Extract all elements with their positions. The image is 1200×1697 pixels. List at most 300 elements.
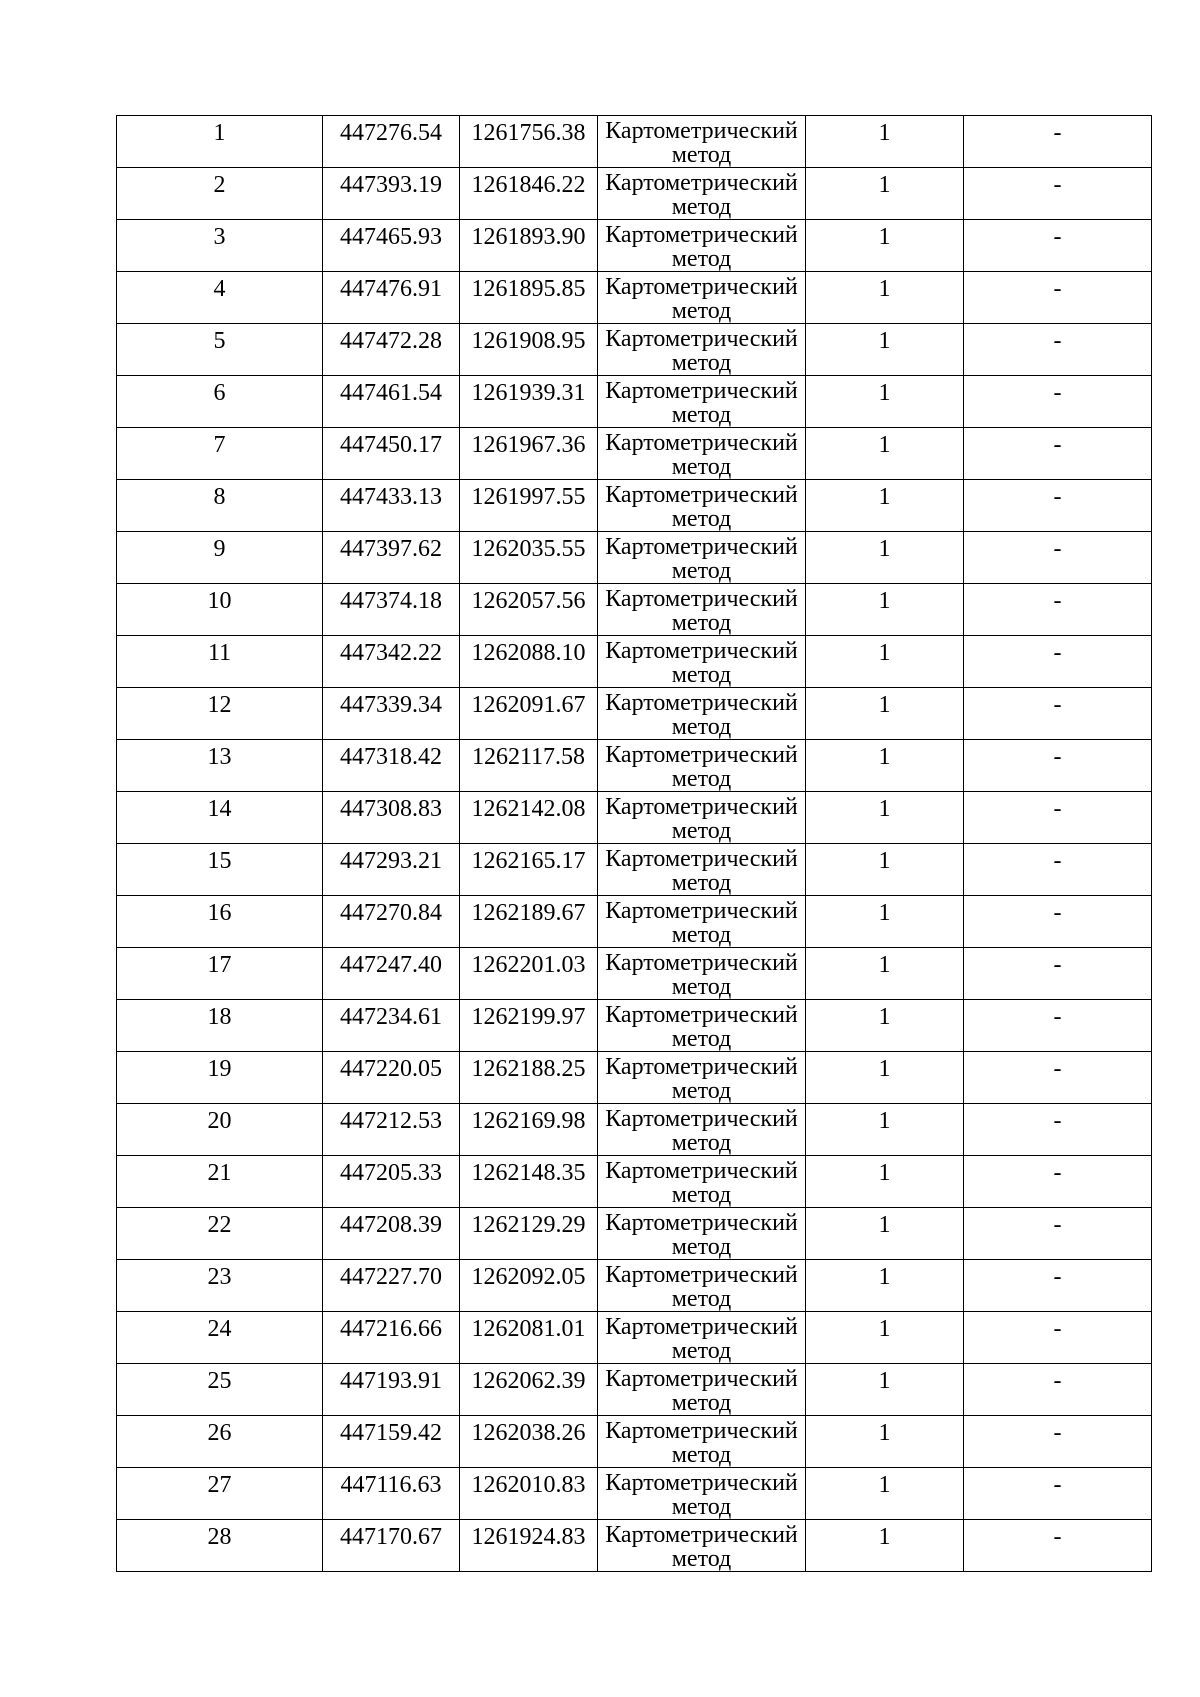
- x-coordinate-cell: [323, 1468, 460, 1520]
- table-row: [117, 168, 1152, 220]
- x-coordinate-cell: [323, 584, 460, 636]
- accuracy-cell: [806, 1468, 964, 1520]
- accuracy-cell-text: 1: [878, 796, 891, 822]
- method-cell-text: Картометрический метод: [605, 378, 798, 428]
- method-cell: [598, 1000, 806, 1052]
- point-number-cell-text: 11: [207, 640, 232, 666]
- method-cell-text: Картометрический метод: [605, 222, 798, 272]
- accuracy-cell: [806, 688, 964, 740]
- method-cell: [598, 1052, 806, 1104]
- y-coordinate-cell: [460, 272, 598, 324]
- method-cell: [598, 1364, 806, 1416]
- x-coordinate-cell: [323, 636, 460, 688]
- point-number-cell: [117, 896, 323, 948]
- accuracy-cell: [806, 428, 964, 480]
- note-cell-text: -: [1053, 1420, 1062, 1446]
- table-row: [117, 1052, 1152, 1104]
- accuracy-cell: [806, 1052, 964, 1104]
- accuracy-cell: [806, 272, 964, 324]
- point-number-cell: [117, 324, 323, 376]
- accuracy-cell-text: 1: [878, 588, 891, 614]
- accuracy-cell-text: 1: [878, 1368, 891, 1394]
- y-coordinate-cell-text: 1261846.22: [471, 172, 586, 198]
- x-coordinate-cell: [323, 1104, 460, 1156]
- table-row: [117, 116, 1152, 168]
- note-cell-text: -: [1053, 952, 1062, 978]
- accuracy-cell: [806, 324, 964, 376]
- note-cell-text: -: [1053, 1472, 1062, 1498]
- table-body: [117, 116, 1152, 1572]
- point-number-cell: [117, 1104, 323, 1156]
- method-cell: [598, 948, 806, 1000]
- point-number-cell: [117, 636, 323, 688]
- note-cell-text: -: [1053, 744, 1062, 770]
- point-number-cell-text: 13: [207, 744, 232, 770]
- accuracy-cell-text: 1: [878, 536, 891, 562]
- point-number-cell: [117, 948, 323, 1000]
- y-coordinate-cell-text: 1261997.55: [471, 484, 586, 510]
- y-coordinate-cell: [460, 1312, 598, 1364]
- note-cell-text: -: [1053, 1108, 1062, 1134]
- x-coordinate-cell: [323, 376, 460, 428]
- x-coordinate-cell: [323, 1000, 460, 1052]
- note-cell: [964, 688, 1152, 740]
- note-cell: [964, 1468, 1152, 1520]
- y-coordinate-cell: [460, 220, 598, 272]
- table-row: [117, 1520, 1152, 1572]
- point-number-cell-text: 6: [213, 380, 226, 406]
- method-cell-text: Картометрический метод: [605, 1522, 798, 1572]
- x-coordinate-cell-text: 447208.39: [340, 1212, 442, 1238]
- accuracy-cell: [806, 1364, 964, 1416]
- method-cell: [598, 220, 806, 272]
- note-cell-text: -: [1053, 1160, 1062, 1186]
- point-number-cell: [117, 1260, 323, 1312]
- point-number-cell: [117, 1416, 323, 1468]
- point-number-cell-text: 25: [207, 1368, 232, 1394]
- accuracy-cell: [806, 1312, 964, 1364]
- y-coordinate-cell: [460, 1000, 598, 1052]
- note-cell: [964, 948, 1152, 1000]
- point-number-cell: [117, 1364, 323, 1416]
- x-coordinate-cell-text: 447227.70: [340, 1264, 442, 1290]
- point-number-cell: [117, 168, 323, 220]
- x-coordinate-cell-text: 447308.83: [340, 796, 442, 822]
- note-cell-text: -: [1053, 1368, 1062, 1394]
- y-coordinate-cell-text: 1261908.95: [471, 328, 586, 354]
- method-cell-text: Картометрический метод: [605, 170, 798, 220]
- x-coordinate-cell-text: 447216.66: [340, 1316, 442, 1342]
- accuracy-cell-text: 1: [878, 952, 891, 978]
- x-coordinate-cell: [323, 1312, 460, 1364]
- y-coordinate-cell-text: 1262142.08: [471, 796, 586, 822]
- x-coordinate-cell-text: 447461.54: [340, 380, 442, 406]
- x-coordinate-cell-text: 447270.84: [340, 900, 442, 926]
- method-cell: [598, 480, 806, 532]
- table-row: [117, 688, 1152, 740]
- method-cell-text: Картометрический метод: [605, 482, 798, 532]
- note-cell-text: -: [1053, 588, 1062, 614]
- table-row: [117, 1208, 1152, 1260]
- point-number-cell: [117, 1520, 323, 1572]
- note-cell: [964, 584, 1152, 636]
- note-cell-text: -: [1053, 120, 1062, 146]
- x-coordinate-cell: [323, 480, 460, 532]
- accuracy-cell-text: 1: [878, 692, 891, 718]
- point-number-cell: [117, 740, 323, 792]
- accuracy-cell-text: 1: [878, 484, 891, 510]
- y-coordinate-cell-text: 1262148.35: [471, 1160, 586, 1186]
- x-coordinate-cell-text: 447318.42: [340, 744, 442, 770]
- point-number-cell: [117, 844, 323, 896]
- table-row: [117, 1468, 1152, 1520]
- note-cell: [964, 844, 1152, 896]
- y-coordinate-cell-text: 1262091.67: [471, 692, 586, 718]
- method-cell: [598, 376, 806, 428]
- point-number-cell-text: 8: [213, 484, 226, 510]
- note-cell: [964, 740, 1152, 792]
- point-number-cell-text: 27: [207, 1472, 232, 1498]
- point-number-cell-text: 21: [207, 1160, 232, 1186]
- x-coordinate-cell: [323, 272, 460, 324]
- x-coordinate-cell-text: 447374.18: [340, 588, 442, 614]
- x-coordinate-cell: [323, 1260, 460, 1312]
- point-number-cell-text: 24: [207, 1316, 232, 1342]
- point-number-cell: [117, 376, 323, 428]
- point-number-cell-text: 18: [207, 1004, 232, 1030]
- y-coordinate-cell: [460, 1416, 598, 1468]
- point-number-cell: [117, 1312, 323, 1364]
- method-cell: [598, 1260, 806, 1312]
- y-coordinate-cell-text: 1261895.85: [471, 276, 586, 302]
- note-cell: [964, 116, 1152, 168]
- note-cell: [964, 1104, 1152, 1156]
- table-row: [117, 948, 1152, 1000]
- y-coordinate-cell: [460, 480, 598, 532]
- y-coordinate-cell: [460, 948, 598, 1000]
- point-number-cell-text: 5: [213, 328, 226, 354]
- y-coordinate-cell: [460, 844, 598, 896]
- accuracy-cell-text: 1: [878, 640, 891, 666]
- y-coordinate-cell-text: 1262117.58: [471, 744, 586, 770]
- accuracy-cell: [806, 1520, 964, 1572]
- y-coordinate-cell: [460, 1052, 598, 1104]
- y-coordinate-cell-text: 1262165.17: [471, 848, 586, 874]
- x-coordinate-cell-text: 447342.22: [340, 640, 442, 666]
- accuracy-cell-text: 1: [878, 1212, 891, 1238]
- note-cell-text: -: [1053, 380, 1062, 406]
- x-coordinate-cell-text: 447339.34: [340, 692, 442, 718]
- table-row: [117, 792, 1152, 844]
- point-number-cell: [117, 116, 323, 168]
- accuracy-cell: [806, 896, 964, 948]
- method-cell: [598, 1468, 806, 1520]
- y-coordinate-cell-text: 1262010.83: [471, 1472, 586, 1498]
- note-cell: [964, 1520, 1152, 1572]
- x-coordinate-cell-text: 447465.93: [340, 224, 442, 250]
- table-row: [117, 1312, 1152, 1364]
- method-cell: [598, 844, 806, 896]
- x-coordinate-cell-text: 447293.21: [340, 848, 442, 874]
- x-coordinate-cell: [323, 116, 460, 168]
- note-cell-text: -: [1053, 224, 1062, 250]
- accuracy-cell-text: 1: [878, 1420, 891, 1446]
- point-number-cell-text: 3: [213, 224, 226, 250]
- note-cell-text: -: [1053, 1264, 1062, 1290]
- note-cell-text: -: [1053, 328, 1062, 354]
- note-cell: [964, 324, 1152, 376]
- x-coordinate-cell: [323, 844, 460, 896]
- method-cell: [598, 896, 806, 948]
- table-row: [117, 1416, 1152, 1468]
- method-cell-text: Картометрический метод: [605, 638, 798, 688]
- y-coordinate-cell: [460, 636, 598, 688]
- y-coordinate-cell-text: 1261756.38: [471, 120, 586, 146]
- method-cell: [598, 1208, 806, 1260]
- x-coordinate-cell: [323, 896, 460, 948]
- table-row: [117, 272, 1152, 324]
- method-cell: [598, 688, 806, 740]
- method-cell: [598, 636, 806, 688]
- method-cell: [598, 740, 806, 792]
- accuracy-cell-text: 1: [878, 1316, 891, 1342]
- method-cell: [598, 324, 806, 376]
- point-number-cell: [117, 1208, 323, 1260]
- coordinates-table: [116, 115, 1152, 1572]
- method-cell: [598, 272, 806, 324]
- y-coordinate-cell: [460, 324, 598, 376]
- x-coordinate-cell: [323, 428, 460, 480]
- point-number-cell: [117, 532, 323, 584]
- x-coordinate-cell: [323, 1052, 460, 1104]
- note-cell: [964, 428, 1152, 480]
- point-number-cell: [117, 428, 323, 480]
- method-cell-text: Картометрический метод: [605, 1158, 798, 1208]
- y-coordinate-cell-text: 1261924.83: [471, 1524, 586, 1550]
- accuracy-cell: [806, 1260, 964, 1312]
- x-coordinate-cell-text: 447159.42: [340, 1420, 442, 1446]
- method-cell-text: Картометрический метод: [605, 742, 798, 792]
- table-row: [117, 584, 1152, 636]
- accuracy-cell-text: 1: [878, 432, 891, 458]
- table-row: [117, 1364, 1152, 1416]
- note-cell: [964, 1260, 1152, 1312]
- point-number-cell-text: 23: [207, 1264, 232, 1290]
- method-cell-text: Картометрический метод: [605, 534, 798, 584]
- method-cell: [598, 1312, 806, 1364]
- accuracy-cell-text: 1: [878, 1524, 891, 1550]
- accuracy-cell: [806, 636, 964, 688]
- table-row: [117, 1000, 1152, 1052]
- y-coordinate-cell-text: 1261893.90: [471, 224, 586, 250]
- accuracy-cell: [806, 376, 964, 428]
- note-cell-text: -: [1053, 1004, 1062, 1030]
- point-number-cell-text: 2: [213, 172, 226, 198]
- x-coordinate-cell-text: 447476.91: [340, 276, 442, 302]
- method-cell-text: Картометрический метод: [605, 1210, 798, 1260]
- method-cell-text: Картометрический метод: [605, 1314, 798, 1364]
- note-cell-text: -: [1053, 1212, 1062, 1238]
- y-coordinate-cell-text: 1262035.55: [471, 536, 586, 562]
- point-number-cell-text: 14: [207, 796, 232, 822]
- table-row: [117, 428, 1152, 480]
- note-cell: [964, 896, 1152, 948]
- y-coordinate-cell: [460, 740, 598, 792]
- method-cell-text: Картометрический метод: [605, 846, 798, 896]
- note-cell: [964, 1000, 1152, 1052]
- y-coordinate-cell: [460, 792, 598, 844]
- accuracy-cell-text: 1: [878, 848, 891, 874]
- accuracy-cell: [806, 948, 964, 1000]
- y-coordinate-cell-text: 1262188.25: [471, 1056, 586, 1082]
- accuracy-cell: [806, 1104, 964, 1156]
- accuracy-cell: [806, 1416, 964, 1468]
- point-number-cell: [117, 688, 323, 740]
- method-cell: [598, 792, 806, 844]
- y-coordinate-cell: [460, 532, 598, 584]
- accuracy-cell: [806, 116, 964, 168]
- accuracy-cell-text: 1: [878, 1264, 891, 1290]
- note-cell: [964, 1208, 1152, 1260]
- table-row: [117, 1104, 1152, 1156]
- note-cell-text: -: [1053, 1524, 1062, 1550]
- accuracy-cell-text: 1: [878, 172, 891, 198]
- accuracy-cell: [806, 1208, 964, 1260]
- accuracy-cell: [806, 740, 964, 792]
- x-coordinate-cell-text: 447193.91: [340, 1368, 442, 1394]
- accuracy-cell-text: 1: [878, 276, 891, 302]
- note-cell-text: -: [1053, 1316, 1062, 1342]
- y-coordinate-cell: [460, 1520, 598, 1572]
- y-coordinate-cell-text: 1261939.31: [471, 380, 586, 406]
- method-cell-text: Картометрический метод: [605, 1418, 798, 1468]
- note-cell: [964, 1364, 1152, 1416]
- y-coordinate-cell: [460, 1156, 598, 1208]
- point-number-cell: [117, 272, 323, 324]
- point-number-cell-text: 1: [213, 120, 226, 146]
- accuracy-cell-text: 1: [878, 120, 891, 146]
- table-row: [117, 636, 1152, 688]
- method-cell-text: Картометрический метод: [605, 1106, 798, 1156]
- point-number-cell-text: 9: [213, 536, 226, 562]
- x-coordinate-cell: [323, 948, 460, 1000]
- y-coordinate-cell: [460, 1468, 598, 1520]
- point-number-cell: [117, 220, 323, 272]
- note-cell: [964, 1156, 1152, 1208]
- method-cell-text: Картометрический метод: [605, 950, 798, 1000]
- y-coordinate-cell-text: 1262088.10: [471, 640, 586, 666]
- accuracy-cell-text: 1: [878, 1108, 891, 1134]
- point-number-cell: [117, 1000, 323, 1052]
- accuracy-cell: [806, 792, 964, 844]
- method-cell-text: Картометрический метод: [605, 794, 798, 844]
- method-cell-text: Картометрический метод: [605, 1054, 798, 1104]
- accuracy-cell: [806, 844, 964, 896]
- table-row: [117, 376, 1152, 428]
- x-coordinate-cell: [323, 740, 460, 792]
- y-coordinate-cell: [460, 1260, 598, 1312]
- y-coordinate-cell: [460, 688, 598, 740]
- method-cell: [598, 1156, 806, 1208]
- accuracy-cell-text: 1: [878, 1472, 891, 1498]
- point-number-cell-text: 17: [207, 952, 232, 978]
- y-coordinate-cell-text: 1262169.98: [471, 1108, 586, 1134]
- note-cell-text: -: [1053, 276, 1062, 302]
- x-coordinate-cell: [323, 1416, 460, 1468]
- point-number-cell-text: 15: [207, 848, 232, 874]
- y-coordinate-cell-text: 1262189.67: [471, 900, 586, 926]
- point-number-cell-text: 19: [207, 1056, 232, 1082]
- x-coordinate-cell-text: 447397.62: [340, 536, 442, 562]
- x-coordinate-cell-text: 447433.13: [340, 484, 442, 510]
- method-cell-text: Картометрический метод: [605, 1366, 798, 1416]
- y-coordinate-cell-text: 1262038.26: [471, 1420, 586, 1446]
- method-cell-text: Картометрический метод: [605, 690, 798, 740]
- x-coordinate-cell: [323, 1364, 460, 1416]
- y-coordinate-cell-text: 1262129.29: [471, 1212, 586, 1238]
- accuracy-cell-text: 1: [878, 1056, 891, 1082]
- note-cell: [964, 636, 1152, 688]
- note-cell-text: -: [1053, 640, 1062, 666]
- accuracy-cell: [806, 584, 964, 636]
- accuracy-cell: [806, 1156, 964, 1208]
- point-number-cell: [117, 584, 323, 636]
- table-row: [117, 896, 1152, 948]
- point-number-cell-text: 4: [213, 276, 226, 302]
- x-coordinate-cell: [323, 324, 460, 376]
- y-coordinate-cell-text: 1262199.97: [471, 1004, 586, 1030]
- note-cell-text: -: [1053, 432, 1062, 458]
- x-coordinate-cell: [323, 1520, 460, 1572]
- y-coordinate-cell: [460, 116, 598, 168]
- note-cell-text: -: [1053, 848, 1062, 874]
- x-coordinate-cell-text: 447247.40: [340, 952, 442, 978]
- y-coordinate-cell: [460, 584, 598, 636]
- x-coordinate-cell: [323, 1156, 460, 1208]
- method-cell: [598, 116, 806, 168]
- method-cell: [598, 1104, 806, 1156]
- y-coordinate-cell-text: 1262062.39: [471, 1368, 586, 1394]
- note-cell: [964, 376, 1152, 428]
- method-cell: [598, 1416, 806, 1468]
- x-coordinate-cell-text: 447170.67: [340, 1524, 442, 1550]
- point-number-cell-text: 26: [207, 1420, 232, 1446]
- point-number-cell-text: 20: [207, 1108, 232, 1134]
- table-row: [117, 740, 1152, 792]
- y-coordinate-cell-text: 1262057.56: [471, 588, 586, 614]
- method-cell-text: Картометрический метод: [605, 430, 798, 480]
- accuracy-cell-text: 1: [878, 1160, 891, 1186]
- note-cell: [964, 272, 1152, 324]
- x-coordinate-cell-text: 447116.63: [340, 1472, 442, 1498]
- method-cell-text: Картометрический метод: [605, 586, 798, 636]
- accuracy-cell-text: 1: [878, 224, 891, 250]
- method-cell-text: Картометрический метод: [605, 1470, 798, 1520]
- point-number-cell-text: 10: [207, 588, 232, 614]
- point-number-cell: [117, 1468, 323, 1520]
- accuracy-cell-text: 1: [878, 900, 891, 926]
- y-coordinate-cell: [460, 1364, 598, 1416]
- note-cell-text: -: [1053, 172, 1062, 198]
- point-number-cell-text: 12: [207, 692, 232, 718]
- note-cell-text: -: [1053, 796, 1062, 822]
- y-coordinate-cell-text: 1262081.01: [471, 1316, 586, 1342]
- method-cell-text: Картометрический метод: [605, 274, 798, 324]
- point-number-cell-text: 28: [207, 1524, 232, 1550]
- note-cell: [964, 168, 1152, 220]
- note-cell-text: -: [1053, 484, 1062, 510]
- point-number-cell: [117, 1156, 323, 1208]
